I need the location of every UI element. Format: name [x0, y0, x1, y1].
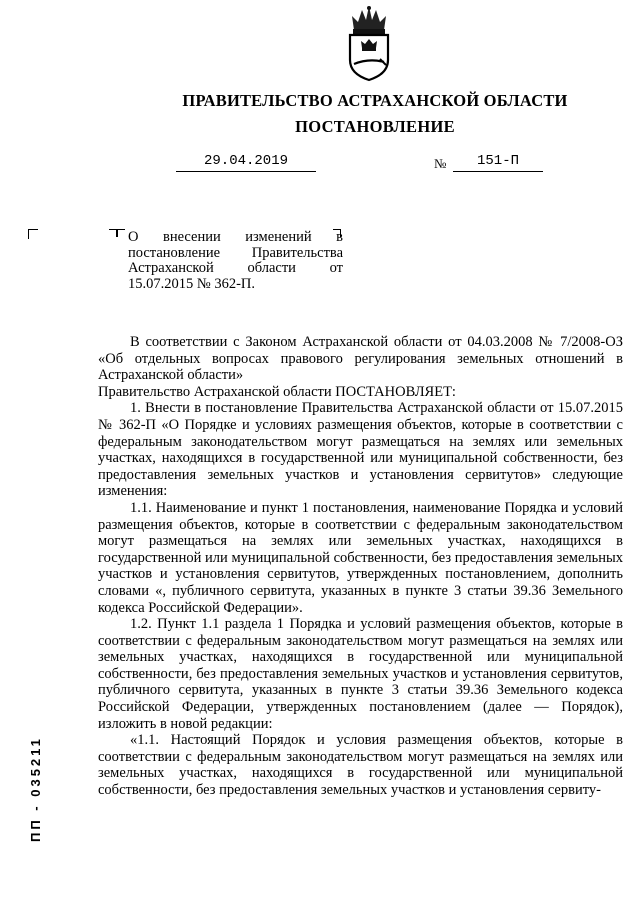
coat-of-arms-icon [340, 4, 398, 82]
body-paragraph-item-1: 1. Внести в постановление Правительства Астраханской области от 15.07.2015 № 362-П «О Порядке и условиях размещения объектов, которые в соответствии с федеральным законодательством могут размещаться на землях или земельных участках, находящихся в государственной или муниципальной собственности, без предоставления земельных участков и установления сервитутов» следующие изменения: [98, 400, 623, 500]
date-underline [176, 171, 316, 172]
document-subject: О внесении изменений в постановление Правительства Астраханской области от 15.07.2015 № 362-П. [128, 229, 343, 292]
side-registration-code: ПП - 035211 [28, 736, 43, 842]
body-paragraph-resolves: Правительство Астраханской области ПОСТАНОВЛЯЕТ: [98, 383, 456, 400]
number-sign: № [434, 156, 447, 171]
government-title: ПРАВИТЕЛЬСТВО АСТРАХАНСКОЙ ОБЛАСТИ [182, 91, 568, 110]
number-underline [453, 171, 543, 172]
body-paragraph-preamble: В соответствии с Законом Астраханской области от 04.03.2008 № 7/2008-ОЗ «Об отдельных вопросах правового регулирования земельных отношений в Астраханской области» [98, 334, 623, 384]
subject-corner-mark-left-b [117, 229, 125, 237]
document-number: 151-П [476, 153, 519, 169]
subject-corner-mark-left-a [109, 229, 117, 237]
body-paragraph-item-1-2: 1.2. Пункт 1.1 раздела 1 Порядка и условий размещения объектов, которые в соответствии с федеральным законодательством могут размещаться на землях или земельных участках, находящихся в государственной или муниципальной собственности, без предоставления земельных участков и установления сервитутов, публичного сервитута, указанных в пункте 3 статьи 39.36 Земельного кодекса Российской Федерации, утвержденных постановлением (далее — Порядок), изложить в новой редакции: [98, 616, 623, 732]
document-body [98, 334, 623, 799]
body-paragraph-quote-1-1: «1.1. Настоящий Порядок и условия размещения объектов, которые в соответствии с федеральным законодательством могут размещаться на землях или земельных участках, находящихся в государственной или муниципальной собственности, без предоставления земельных участков и установления сервиту- [98, 732, 623, 799]
margin-corner-mark [28, 229, 38, 239]
document-date: 29.04.2019 [203, 153, 288, 169]
document-type: ПОСТАНОВЛЕНИЕ [295, 117, 455, 136]
body-paragraph-item-1-1: 1.1. Наименование и пункт 1 постановления, наименование Порядка и условий размещения объектов, которые в соответствии с федеральным законодательством могут размещаться на землях или земельных участках, находящихся в государственной или муниципальной собственности, без предоставления земельных участков и установления сервитутов, утвержденных постановлением, дополнить словами «, публичного сервитута, указанных в пункте 3 статьи 39.36 Земельного кодекса Российской Федерации». [98, 499, 623, 616]
